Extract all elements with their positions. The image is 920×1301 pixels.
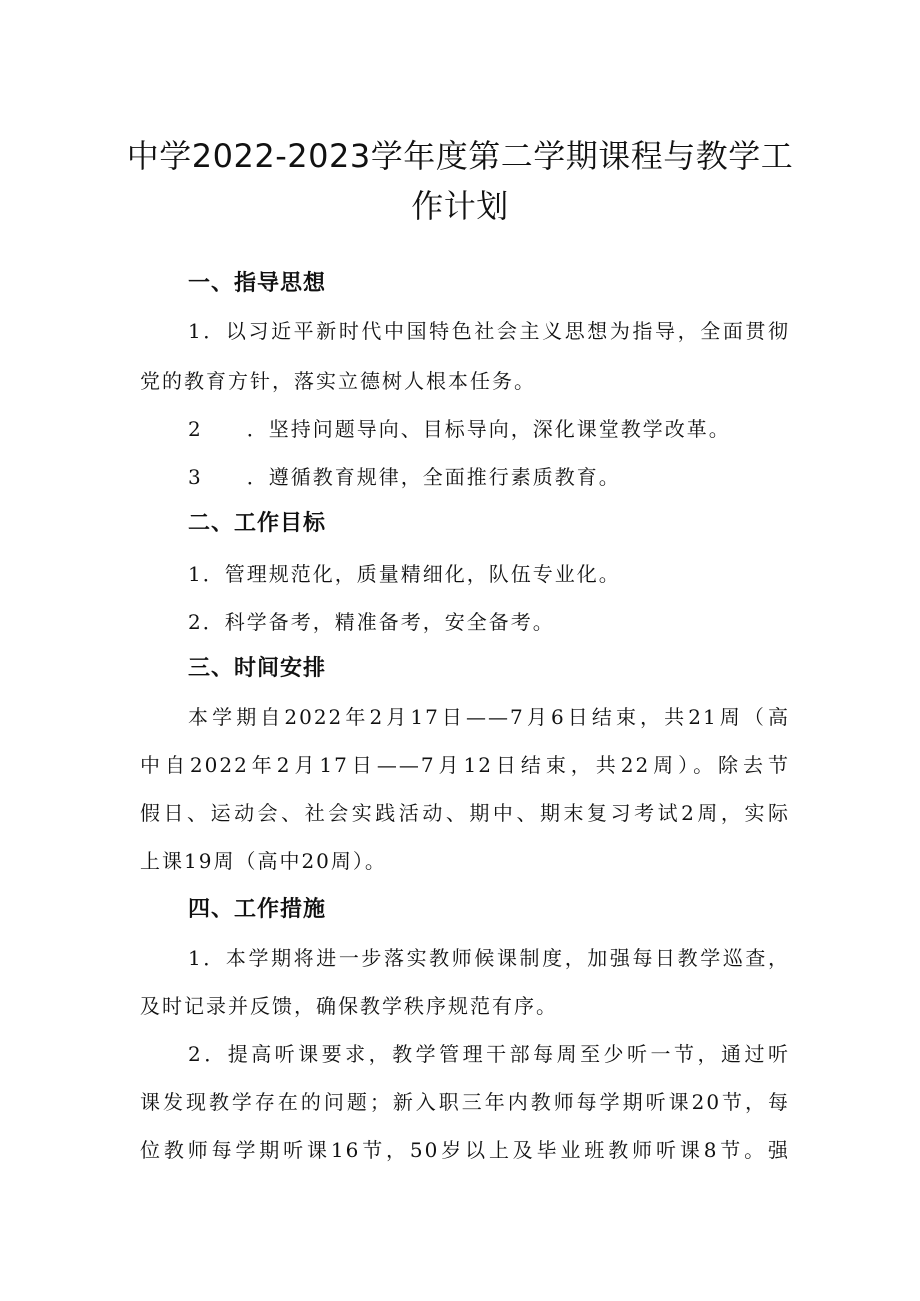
paragraph-line: 位教师每学期听课16节，50岁以上及毕业班教师听课8节。强: [140, 1138, 790, 1162]
paragraph-line: 上课19周（高中20周）。: [140, 849, 387, 873]
paragraph-line: 2 ．坚持问题导向、目标导向，深化课堂教学改革。: [188, 417, 731, 441]
paragraph-line: 3 ．遵循教育规律，全面推行素质教育。: [188, 465, 621, 489]
paragraph-line: 党的教育方针，落实立德树人根本任务。: [140, 369, 536, 393]
paragraph-line: 1．以习近平新时代中国特色社会主义思想为指导，全面贯彻: [188, 319, 790, 343]
section-heading-work-goals: 二、工作目标: [188, 511, 327, 536]
section-heading-schedule: 三、时间安排: [188, 656, 327, 681]
document-title-line-1: 中学2022-2023学年度第二学期课程与教学工: [126, 137, 794, 175]
section-heading-work-measures: 四、工作措施: [188, 897, 327, 922]
paragraph-line: 中自2022年2月17日——7月12日结束，共22周）。除去节: [140, 753, 790, 777]
paragraph-line: 假日、运动会、社会实践活动、期中、期末复习考试2周，实际: [140, 801, 790, 825]
document-title-line-2: 作计划: [411, 187, 509, 225]
paragraph-line: 及时记录并反馈，确保教学秩序规范有序。: [140, 994, 558, 1018]
paragraph-line: 课发现教学存在的问题；新入职三年内教师每学期听课20节，每: [140, 1090, 790, 1114]
paragraph-line: 2．科学备考，精准备考，安全备考。: [188, 610, 555, 634]
paragraph-line: 本学期自2022年2月17日——7月6日结束，共21周（高: [188, 705, 790, 729]
paragraph-line: 1．本学期将进一步落实教师候课制度，加强每日教学巡查，: [188, 946, 790, 970]
section-heading-guiding-ideology: 一、指导思想: [188, 271, 327, 296]
paragraph-line: 2．提高听课要求，教学管理干部每周至少听一节，通过听: [188, 1042, 790, 1066]
paragraph-line: 1．管理规范化，质量精细化，队伍专业化。: [188, 562, 621, 586]
